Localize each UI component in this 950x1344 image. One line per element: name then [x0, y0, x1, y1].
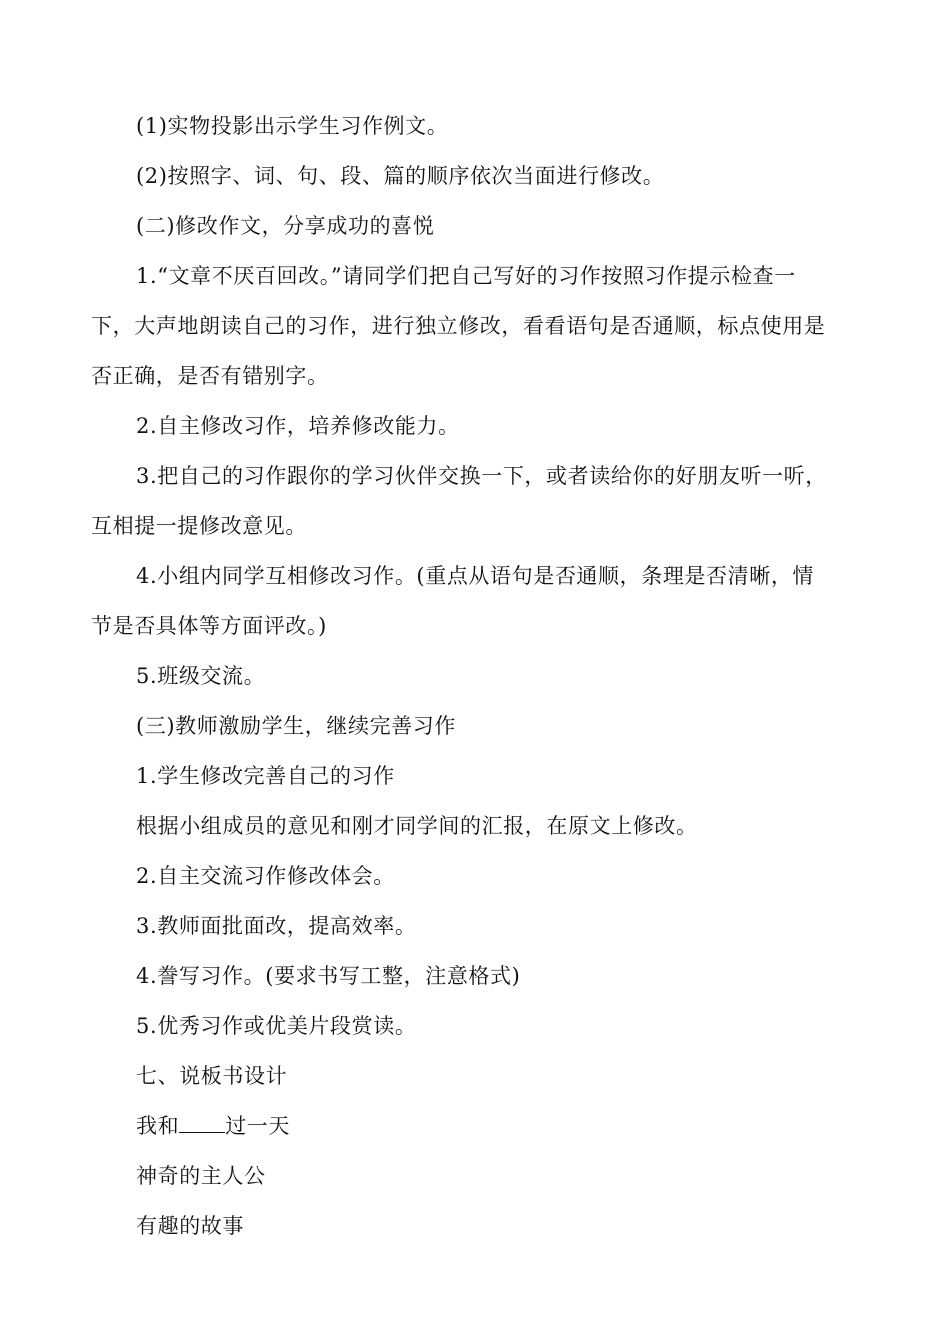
section-heading: (三)教师激励学生，继续完善习作 — [136, 714, 456, 738]
board-title — [136, 1111, 863, 1141]
section-heading: 七、说板书设计 — [136, 1064, 288, 1088]
text-line: 4.小组内同学互相修改习作。(重点从语句是否通顺，条理是否清晰，情 — [136, 564, 815, 588]
board-title-suffix: 过一天 — [225, 1114, 291, 1138]
board-item: 有趣的故事 — [136, 1214, 244, 1238]
section-heading: (二)修改作文，分享成功的喜悦 — [136, 214, 435, 238]
text-line: 下，大声地朗读自己的习作，进行独立修改，看看语句是否通顺，标点使用是 — [91, 314, 826, 338]
text-line: 互相提一提修改意见。 — [91, 514, 307, 538]
text-line: 2.自主交流习作修改体会。 — [136, 864, 395, 888]
text-line: 3.教师面批面改，提高效率。 — [136, 914, 417, 938]
text-line: 5.优秀习作或优美片段赏读。 — [136, 1014, 417, 1038]
board-title-prefix: 我和 — [136, 1114, 180, 1138]
board-item: 神奇的主人公 — [136, 1164, 266, 1188]
text-line: (2)按照字、词、句、段、篇的顺序依次当面进行修改。 — [136, 164, 665, 188]
text-line: 3.把自己的习作跟你的学习伙伴交换一下，或者读给你的好朋友听一听， — [136, 464, 827, 488]
text-line: 4.誊写习作。(要求书写工整，注意格式) — [136, 964, 521, 988]
text-line: 节是否具体等方面评改。) — [91, 614, 327, 638]
text-line: 2.自主修改习作，培养修改能力。 — [136, 414, 460, 438]
text-line: 1.学生修改完善自己的习作 — [136, 764, 395, 788]
text-line: 否正确，是否有错别字。 — [91, 364, 329, 388]
text-line: 1.“文章不厌百回改。”请同学们把自己写好的习作按照习作提示检查一 — [136, 264, 796, 288]
text-line: 根据小组成员的意见和刚才同学间的汇报，在原文上修改。 — [136, 814, 698, 838]
fill-in-blank — [179, 1112, 225, 1133]
text-line: 5.班级交流。 — [136, 664, 266, 688]
text-line: (1)实物投影出示学生习作例文。 — [136, 114, 449, 138]
